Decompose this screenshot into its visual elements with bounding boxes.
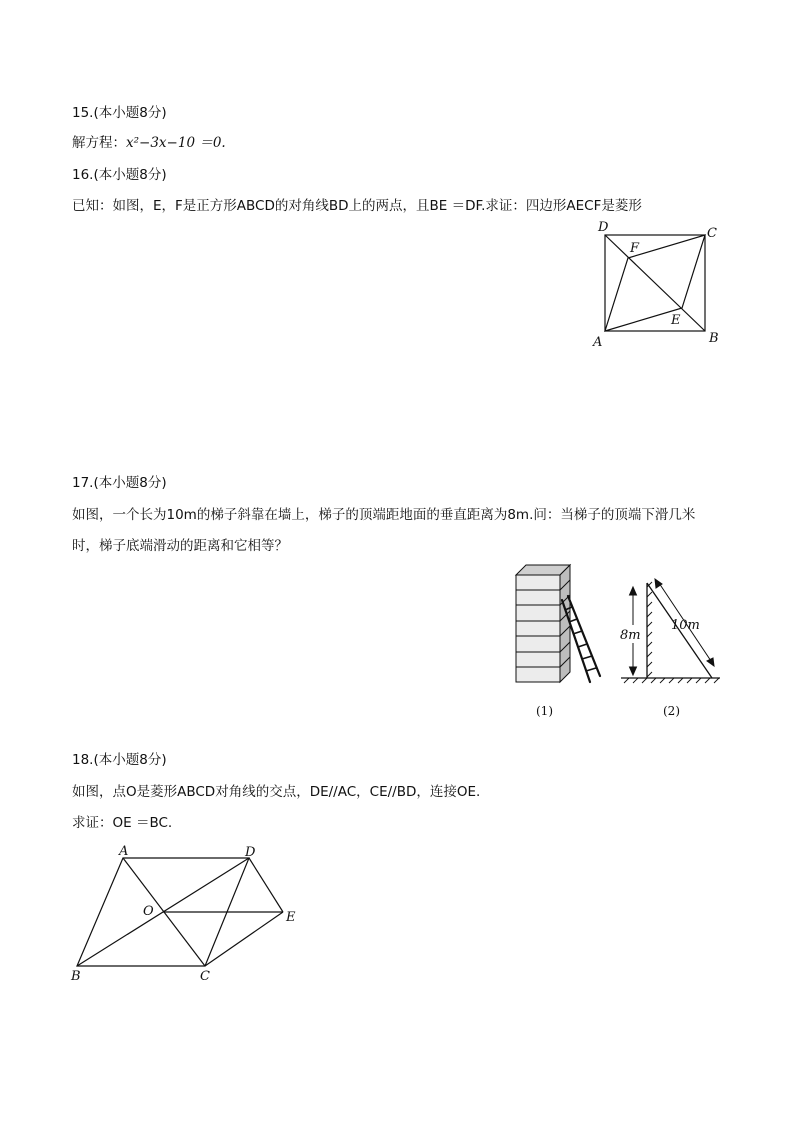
q16-heading: 16.(本小题8分) — [72, 167, 167, 183]
ladder-length-label: 10m — [671, 618, 700, 633]
q15-prompt: 解方程： — [72, 135, 126, 151]
label-e: E — [671, 313, 681, 328]
q17-text-line2: 时，梯子底端滑动的距离和它相等？ — [72, 538, 288, 554]
segment-ce — [205, 912, 283, 966]
label-c: C — [707, 226, 717, 241]
label-f: F — [630, 241, 640, 256]
fig2-caption: (2) — [663, 704, 680, 718]
arrow-up — [630, 587, 637, 595]
fig1-caption: (1) — [536, 704, 553, 718]
q17-text-line1: 如图，一个长为10m的梯子斜靠在墙上，梯子的顶端距地面的垂直距离为8m.问：当梯子的顶端下滑几米 — [72, 507, 696, 523]
segment-de — [249, 858, 283, 912]
q15-equation: x²−3x−10 ＝0. — [126, 135, 226, 151]
q18-heading: 18.(本小题8分) — [72, 752, 167, 768]
q18-prove: 求证：OE ＝BC. — [72, 815, 173, 831]
q15-heading: 15.(本小题8分) — [72, 105, 167, 121]
label-b: B — [709, 331, 719, 346]
q16-square-figure — [590, 220, 725, 350]
label-a: A — [119, 844, 129, 859]
q18-rhombus-figure — [65, 840, 315, 985]
label-d: D — [245, 845, 256, 860]
q17-triangle-figure — [615, 575, 730, 725]
arrow-bottom — [707, 658, 714, 666]
height-label: 8m — [620, 628, 641, 643]
q18-text: 如图，点O是菱形ABCD对角线的交点，DE//AC，CE//BD，连接OE. — [72, 784, 481, 800]
label-o: O — [143, 904, 154, 919]
label-e: E — [286, 910, 296, 925]
q17-heading: 17.(本小题8分) — [72, 475, 167, 491]
q17-wall-ladder-figure — [510, 560, 610, 725]
label-b: B — [71, 969, 81, 984]
label-d: D — [598, 220, 609, 235]
label-a: A — [593, 335, 603, 350]
q15-statement — [72, 133, 226, 153]
label-c: C — [200, 969, 210, 984]
q16-text: 已知：如图，E，F是正方形ABCD的对角线BD上的两点，且BE ＝DF.求证：四边形AECF是菱形 — [72, 198, 642, 214]
arrow-down — [630, 667, 637, 675]
